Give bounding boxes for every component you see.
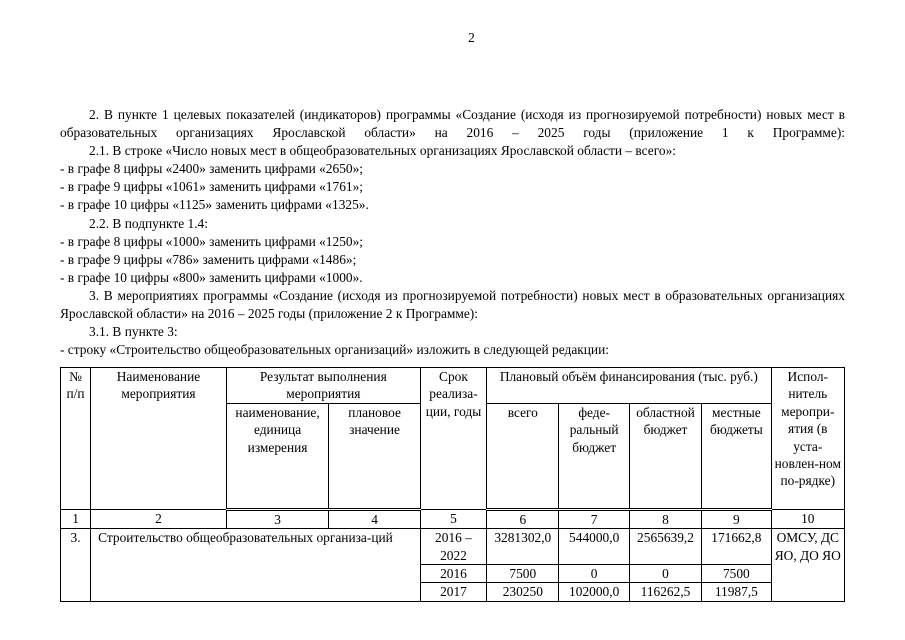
paragraph-2-1-c: - в графе 10 цифры «1125» заменить цифрами «1325». [60,197,369,213]
row-total: 3281302,0 [487,529,559,565]
row-period: 2016 – 2022 [420,529,486,565]
activities-table [60,367,845,602]
column-number: 1 [61,509,91,528]
row-num: 3. [61,529,91,602]
row-regional: 116262,5 [629,583,701,601]
row-local: 7500 [702,565,771,583]
row-executor: ОМСУ, ДС ЯО, ДО ЯО [771,529,844,602]
document-body [60,106,845,359]
page-number: 2 [468,30,475,45]
paragraph-2-1-b: - в графе 9 цифры «1061» заменить цифрами «1761»; [60,179,364,195]
header-total: всего [487,403,559,509]
row-federal: 102000,0 [559,583,629,601]
header-name: Наименование мероприятия [91,368,227,510]
row-local: 171662,8 [702,529,771,565]
row-federal: 544000,0 [559,529,629,565]
row-local: 11987,5 [702,583,771,601]
column-number: 4 [329,509,420,528]
column-number: 2 [91,509,227,528]
paragraph-3-1-a: - строку «Строительство общеобразовательных организаций» изложить в следующей редакции: [60,342,609,358]
column-number: 6 [487,509,559,528]
row-total: 7500 [487,565,559,583]
paragraph-2: 2. В пункте 1 целевых показателей (индикаторов) программы «Создание (исходя из прогнозируемой потребности) новых мест в образовательных организациях Ярославской области» на 2016 – 2025 годы (приложение 1 к Программе): [60,107,845,141]
header-regional: областной бюджет [629,403,701,509]
column-number: 5 [420,509,486,528]
row-total: 230250 [487,583,559,601]
column-number: 9 [702,509,771,528]
column-number: 10 [771,509,844,528]
row-period: 2016 [420,565,486,583]
paragraph-2-2-b: - в графе 9 цифры «786» заменить цифрами «1486»; [60,251,357,267]
paragraph-2-1-a: - в графе 8 цифры «2400» заменить цифрами «2650»; [60,161,364,177]
header-funding: Плановый объём финансирования (тыс. руб.) [487,368,771,404]
paragraph-2-2-c: - в графе 10 цифры «800» заменить цифрами «1000». [60,269,363,285]
column-number: 3 [226,509,329,528]
row-regional: 2565639,2 [629,529,701,565]
column-number: 8 [629,509,701,528]
header-result-value: плановое значение [329,403,420,509]
paragraph-2-2: 2.2. В подпункте 1.4: [89,215,208,231]
row-period: 2017 [420,583,486,601]
paragraph-2-2-a: - в графе 8 цифры «1000» заменить цифрами «1250»; [60,233,364,249]
header-federal: феде-ральный бюджет [559,403,629,509]
header-executor: Испол-нитель меропри-ятия (в уста-новлен-ном по-рядке) [771,368,844,510]
header-result: Результат выполнения мероприятия [226,368,420,404]
header-local: местные бюджеты [702,403,771,509]
paragraph-3: 3. В мероприятиях программы «Создание (исходя из прогнозируемой потребности) новых мест в образовательных организациях Ярославской области» на 2016 – 2025 годы (приложение 2 к Программе): [60,287,845,322]
row-federal: 0 [559,565,629,583]
header-result-name: наименование, единица измерения [226,403,329,509]
row-regional: 0 [629,565,701,583]
row-name: Строительство общеобразовательных организа-ций [91,529,421,602]
paragraph-3-1: 3.1. В пункте 3: [89,324,178,340]
paragraph-2-1: 2.1. В строке «Число новых мест в общеобразовательных организациях Ярославской области – всего»: [89,143,676,159]
column-number: 7 [559,509,629,528]
header-term: Срок реализа-ции, годы [420,368,486,510]
header-num: № п/п [61,368,91,510]
